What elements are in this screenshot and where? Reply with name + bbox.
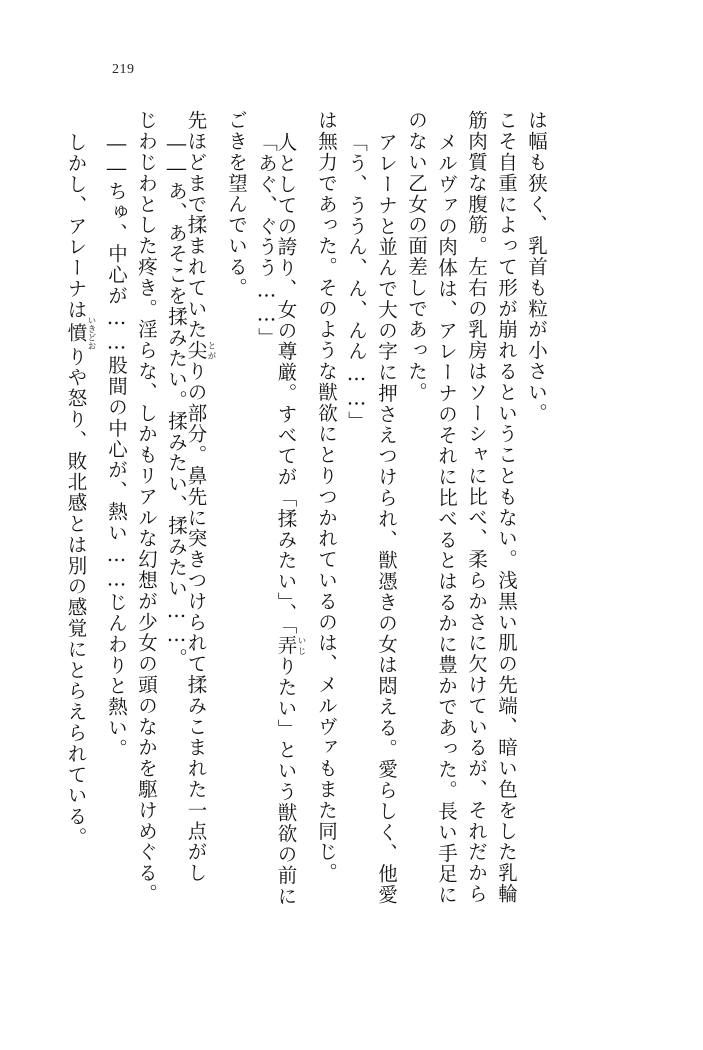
vertical-text-body [66,110,631,980]
text-column [186,110,216,980]
column-text: ――あ、あそこを揉みたい。揉みたい、揉みたい……。 [165,132,188,669]
text-column [516,110,546,980]
column-text: メルヴァの肉体は、アレーナのそれに比べるとはるかに豊かであった。長い手足に [435,132,458,906]
text-column [216,110,246,980]
text-column [396,110,426,980]
text-column [426,110,456,1002]
column-text: しかし、アレーナは憤いきどおりや怒り、敗北感とは別の感覚にとらえられている。 [64,132,96,848]
text-column [126,110,156,980]
text-column [486,110,516,980]
column-text: ごきを望んでいる。 [225,110,248,299]
column-text: 先ほどまで揉まれていた尖とがりの部分。鼻先に突きつけられて揉みこまれた一点がし [184,110,216,884]
column-text: こそ自重によって形が崩れるということもない。浅黒い肌の先端、暗い色をした乳輪 [495,110,518,905]
column-text: のない乙女の面差しであった。 [405,110,428,403]
column-text: 「う、ううん、ん、んん……」 [345,132,368,432]
page-number: 219 [112,62,135,77]
column-text: 筋肉質な腹筋。左右の乳房はソーシャに比べ、柔らかさに欠けているが、それだから [465,110,488,905]
text-column [246,110,276,1002]
text-column [336,110,366,1002]
column-text: じわじわとした疼き。淫らな、しかもリアルな幻想が少女の頭のなかを駆けめぐる。 [135,110,158,905]
text-column [306,110,336,980]
column-text: は幅も狭く、乳首も粒が小さい。 [525,110,548,424]
text-column [456,110,486,980]
text-column [66,110,96,1002]
text-column [276,110,306,1002]
column-text: 「あぐ、ぐうう……」 [255,132,278,348]
column-text: は無力であった。そのような獣欲にとりつかれているのは、メルヴァもまた同じ。 [315,110,338,884]
column-text: アレーナと並んで大の字に押さえつけられ、獣憑きの女は悶える。愛らしく、他愛 [375,132,398,906]
text-column [366,110,396,1002]
text-column [96,110,126,1002]
column-text: ――ちゅ、中心が……股間の中心が、熱い……じんわりと熱い。 [105,132,128,760]
text-column [156,110,186,1002]
column-text: 人としての誇り、女の尊厳。すべてが「揉みたい」、「弄いじりたい」という獣欲の前に [274,132,306,907]
